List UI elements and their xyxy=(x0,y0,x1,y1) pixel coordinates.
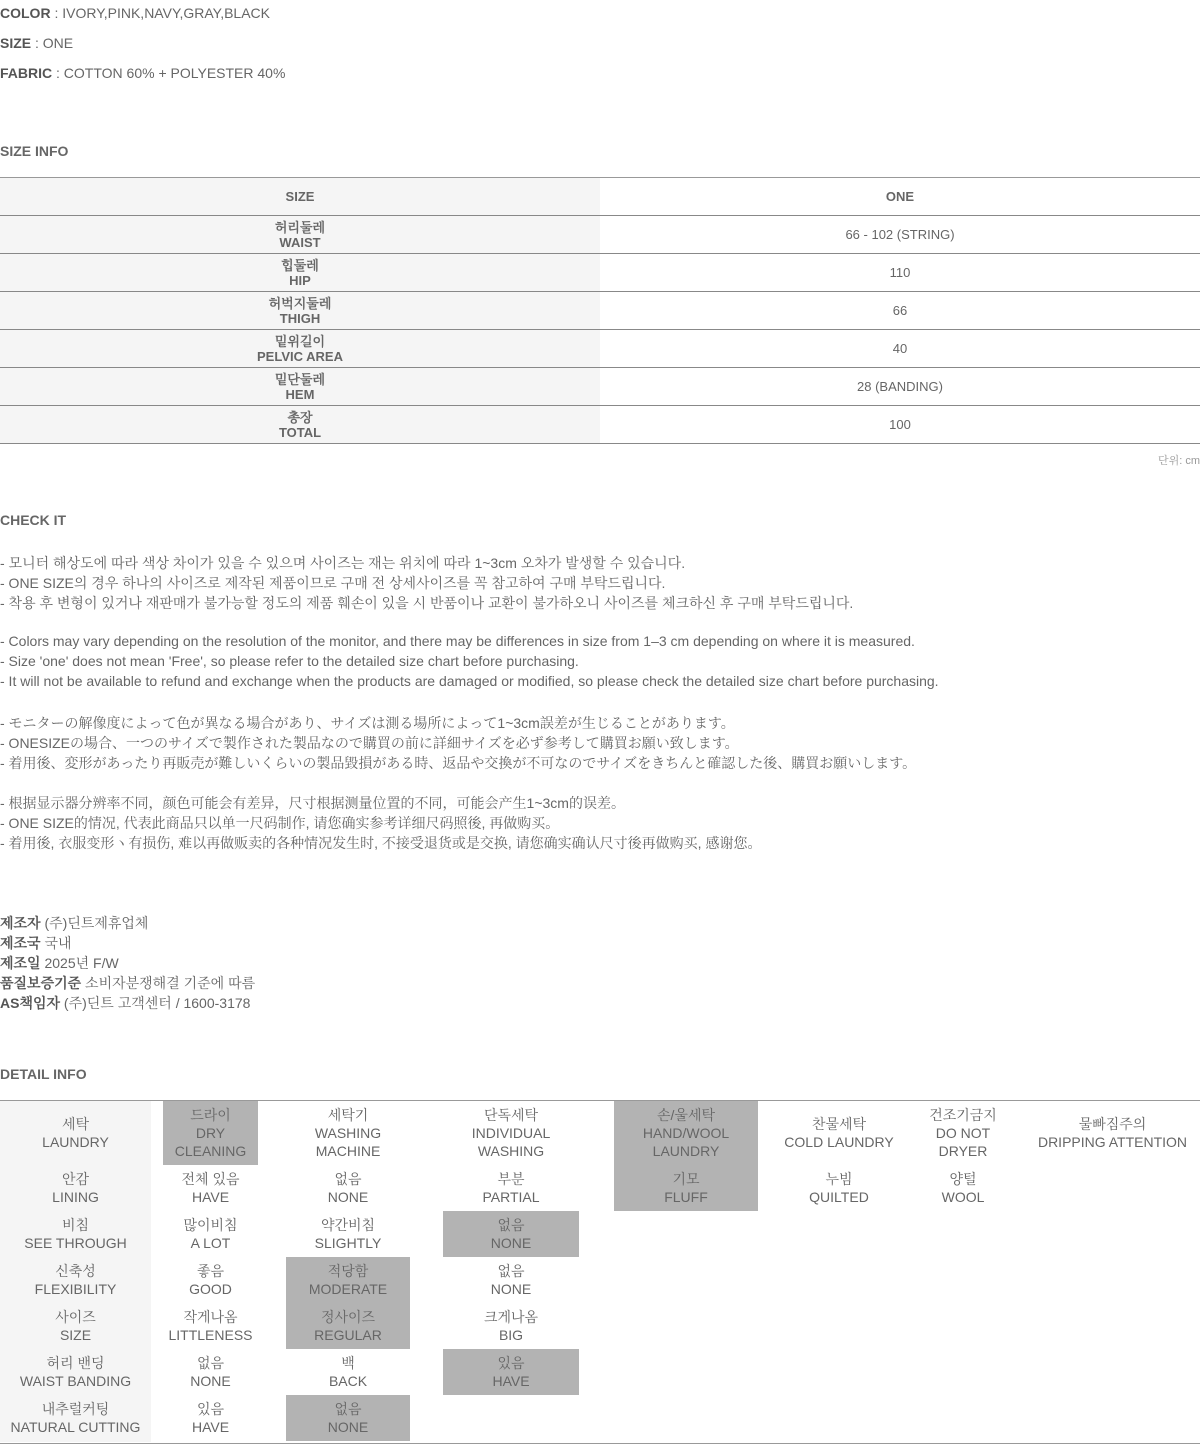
detail-option-text: 없음 xyxy=(334,1401,362,1417)
maker-line xyxy=(0,993,250,1013)
size-row xyxy=(0,254,1200,292)
size-value: 40 xyxy=(600,330,1200,368)
check-note: - Size 'one' does not mean 'Free', so please refer to the detailed size chart before purchasing. xyxy=(0,653,579,669)
detail-label-text: LINING xyxy=(52,1189,99,1205)
detail-option-text: 약간비침 xyxy=(320,1217,376,1233)
detail-option-text: 정사이즈 xyxy=(320,1309,376,1325)
detail-option xyxy=(910,1165,1016,1211)
size-row xyxy=(0,292,1200,330)
size-label xyxy=(0,292,600,330)
spec-key: FABRIC xyxy=(0,65,53,81)
detail-option-text: SLIGHTLY xyxy=(314,1235,382,1251)
detail-option-text: 없음 xyxy=(497,1263,525,1279)
detail-option-text: NONE xyxy=(327,1189,369,1205)
spec-line xyxy=(0,35,73,51)
detail-row-label xyxy=(0,1349,151,1395)
detail-label-text: LAUNDRY xyxy=(42,1134,109,1150)
spec-line xyxy=(0,5,270,21)
detail-option-text: 양털 xyxy=(949,1171,977,1187)
check-note: - 모니터 해상도에 따라 색상 차이가 있을 수 있으며 사이즈는 재는 위치에 따라 1~3cm 오차가 발생할 수 있습니다. xyxy=(0,555,686,571)
detail-option-text: 작게나옴 xyxy=(183,1309,238,1325)
unit-note: 단위: cm xyxy=(1157,455,1200,467)
detail-row-label xyxy=(0,1303,151,1349)
detail-option-text: MODERATE xyxy=(308,1281,388,1297)
size-value: 100 xyxy=(600,406,1200,444)
size-label-ko: 밑단둘레 xyxy=(274,371,326,387)
detail-option-text: CLEANING xyxy=(174,1143,247,1159)
detail-option-selected xyxy=(286,1257,410,1303)
detail-option-text: LAUNDRY xyxy=(652,1143,720,1159)
detail-label-text: WAIST BANDING xyxy=(19,1373,132,1389)
maker-line xyxy=(0,913,148,933)
size-label xyxy=(0,406,600,444)
size-header-row xyxy=(0,178,1200,216)
detail-option-selected xyxy=(163,1101,258,1165)
detail-label-text: FLEXIBILITY xyxy=(34,1281,117,1297)
check-note: - 着用後、変形があったり再販売が難しいくらいの製品毀損がある時、返品や交換が不可なのでサイズをきちんと確認した後、購買お願いします。 xyxy=(0,755,917,771)
maker-value: 국내 xyxy=(40,935,72,951)
size-info-title: SIZE INFO xyxy=(0,143,69,159)
detail-option-text: 물빠짐주의 xyxy=(1078,1116,1147,1132)
detail-option-selected xyxy=(614,1165,758,1211)
detail-option-text: WASHING MACHINE xyxy=(314,1125,382,1159)
detail-option-text: 있음 xyxy=(497,1355,525,1371)
size-label xyxy=(0,254,600,292)
detail-option xyxy=(163,1165,258,1211)
size-label-ko: 허벅지둘레 xyxy=(268,295,332,311)
maker-key: AS책임자 xyxy=(0,995,61,1011)
detail-option-text: 전체 있음 xyxy=(181,1171,240,1187)
check-note: - ONESIZEの場合、一つのサイズで製作された製品なので購買の前に詳細サイズを必ず参考して購買お願い致します。 xyxy=(0,735,739,751)
detail-info-title: DETAIL INFO xyxy=(0,1066,87,1082)
detail-option-text: DRIPPING ATTENTION xyxy=(1037,1134,1188,1150)
detail-row-label xyxy=(0,1395,151,1441)
check-note: - It will not be available to refund and exchange when the products are damaged or modified, so please check the detailed size chart before purchasing. xyxy=(0,673,939,689)
size-label-ko: 힙둘레 xyxy=(281,257,319,273)
size-label xyxy=(0,368,600,406)
detail-option-text: COLD LAUNDRY xyxy=(784,1134,894,1150)
check-note: - モニターの解像度によって色が異なる場合があり、サイズは測る場所によって1~3cm誤差が生じることがあります。 xyxy=(0,715,735,731)
maker-line xyxy=(0,973,255,993)
detail-label-text: SIZE xyxy=(59,1327,92,1343)
maker-key: 품질보증기준 xyxy=(0,975,82,991)
size-label xyxy=(0,330,600,368)
spec-line xyxy=(0,65,285,81)
detail-option xyxy=(163,1257,258,1303)
detail-option xyxy=(772,1165,906,1211)
check-note: - 착용 후 변형이 있거나 재판매가 불가능할 정도의 제품 훼손이 있을 시 반품이나 교환이 불가하오니 사이즈를 체크하신 후 구매 부탁드립니다. xyxy=(0,595,854,611)
detail-option xyxy=(286,1349,410,1395)
size-label-ko: 허리둘레 xyxy=(274,219,326,235)
detail-option xyxy=(286,1165,410,1211)
detail-option xyxy=(1030,1101,1195,1165)
detail-option-text: PARTIAL xyxy=(482,1189,540,1205)
detail-option xyxy=(163,1211,258,1257)
detail-option-selected xyxy=(443,1211,579,1257)
spec-value: : ONE xyxy=(31,35,74,51)
size-label-en: PELVIC AREA xyxy=(257,348,343,364)
detail-option xyxy=(910,1101,1016,1165)
detail-option-text: 백 xyxy=(341,1355,355,1371)
detail-row-label xyxy=(0,1211,151,1257)
maker-value: (주)딘트제휴업체 xyxy=(40,915,149,931)
detail-option-text: DRY xyxy=(195,1125,226,1141)
detail-option-text: 찬물세탁 xyxy=(811,1116,867,1132)
size-row xyxy=(0,406,1200,444)
detail-option-selected xyxy=(286,1303,410,1349)
detail-option xyxy=(443,1101,579,1165)
detail-option-text: 건조기금지 xyxy=(929,1107,997,1123)
detail-label-text: 허리 밴딩 xyxy=(46,1355,105,1371)
maker-key: 제조일 xyxy=(0,955,41,971)
detail-option-text: 누빔 xyxy=(825,1171,853,1187)
maker-line xyxy=(0,933,72,953)
size-label-en: HEM xyxy=(285,386,315,402)
size-label-en: TOTAL xyxy=(278,424,322,440)
detail-option xyxy=(443,1257,579,1303)
size-value: 28 (BANDING) xyxy=(600,368,1200,406)
size-row xyxy=(0,216,1200,254)
size-label-en: WAIST xyxy=(279,234,321,250)
detail-option xyxy=(443,1165,579,1211)
detail-info-grid xyxy=(0,1100,1200,1444)
detail-option xyxy=(772,1101,906,1165)
detail-row-label xyxy=(0,1101,151,1165)
check-note: - 根据显示器分辨率不同，颜色可能会有差异，尺寸根据测量位置的不同，可能会产生1~3cm的误差。 xyxy=(0,795,625,811)
detail-option-text: 드라이 xyxy=(190,1107,231,1123)
detail-label-text: 사이즈 xyxy=(55,1309,96,1325)
detail-label-text: SEE THROUGH xyxy=(24,1235,127,1251)
detail-option-text: 많이비침 xyxy=(183,1217,238,1233)
detail-label-text: 내추럴커팅 xyxy=(41,1401,110,1417)
detail-row-label xyxy=(0,1257,151,1303)
size-header-label: SIZE xyxy=(0,178,600,216)
size-table xyxy=(0,177,1200,444)
detail-option xyxy=(163,1349,258,1395)
size-row xyxy=(0,368,1200,406)
detail-option-text: NONE xyxy=(490,1281,532,1297)
detail-option-text: 없음 xyxy=(196,1355,225,1371)
maker-value: 2025년 F/W xyxy=(40,955,119,971)
check-it-title: CHECK IT xyxy=(0,512,67,528)
check-note: - ONE SIZE의 경우 하나의 사이즈로 제작된 제품이므로 구매 전 상세사이즈를 꼭 참고하여 구매 부탁드립니다. xyxy=(0,575,666,591)
detail-option-text: QUILTED xyxy=(809,1189,869,1205)
size-label xyxy=(0,216,600,254)
detail-option-text: 적당함 xyxy=(327,1263,369,1279)
size-label-ko: 밑위길이 xyxy=(274,333,326,349)
spec-key: COLOR xyxy=(0,5,51,21)
detail-row-label xyxy=(0,1165,151,1211)
detail-option-text: BACK xyxy=(328,1373,368,1389)
detail-option-selected xyxy=(614,1101,758,1165)
detail-option-text: 기모 xyxy=(672,1171,700,1187)
detail-option-text: HAVE xyxy=(191,1189,230,1205)
detail-label-text: 세탁 xyxy=(61,1116,90,1132)
spec-value: : IVORY,PINK,NAVY,GRAY,BLACK xyxy=(50,5,270,21)
detail-option-text: LITTLENESS xyxy=(168,1327,253,1343)
detail-option-text: 부분 xyxy=(497,1171,525,1187)
detail-label-text: 비침 xyxy=(61,1217,90,1233)
detail-option-text: 좋음 xyxy=(196,1263,225,1279)
detail-option xyxy=(443,1303,579,1349)
detail-option-text: GOOD xyxy=(189,1281,232,1297)
size-label-en: THIGH xyxy=(279,310,321,326)
check-note: - ONE SIZE的情况, 代表此商品只以单一尺码制作, 请您确实参考详细尺码照後, 再做购买。 xyxy=(0,815,560,831)
detail-option xyxy=(163,1303,258,1349)
detail-option-text: WOOL xyxy=(941,1189,985,1205)
detail-label-text: 신축성 xyxy=(55,1263,96,1279)
detail-option-text: 크게나옴 xyxy=(483,1309,539,1325)
detail-option-text: DO NOT DRYER xyxy=(935,1125,991,1159)
detail-option xyxy=(286,1101,410,1165)
detail-option-text: REGULAR xyxy=(314,1327,382,1343)
detail-option-text: 없음 xyxy=(334,1171,362,1187)
detail-option xyxy=(163,1395,258,1441)
detail-label-text: NATURAL CUTTING xyxy=(10,1419,141,1435)
detail-label-text: 안감 xyxy=(61,1171,90,1187)
detail-option-text: HAVE xyxy=(492,1373,530,1389)
spec-value: : COTTON 60% + POLYESTER 40% xyxy=(52,65,286,81)
maker-value: (주)딘트 고객센터 / 1600-3178 xyxy=(60,995,251,1011)
detail-option-text: 있음 xyxy=(196,1401,225,1417)
detail-option-text: FLUFF xyxy=(664,1189,708,1205)
detail-option-text: BIG xyxy=(498,1327,524,1343)
detail-option-selected xyxy=(443,1349,579,1395)
size-value: 66 xyxy=(600,292,1200,330)
detail-option-text: 단독세탁 xyxy=(483,1107,539,1123)
maker-value: 소비자분쟁해결 기준에 따름 xyxy=(81,975,256,991)
detail-option-text: NONE xyxy=(490,1235,532,1251)
size-value: 110 xyxy=(600,254,1200,292)
size-label-en: HIP xyxy=(289,272,311,288)
detail-option-text: A LOT xyxy=(190,1235,231,1251)
check-note: - Colors may vary depending on the resolution of the monitor, and there may be differences in size from 1–3 cm depending on where it is measured. xyxy=(0,633,915,649)
detail-option-text: HAVE xyxy=(191,1419,230,1435)
detail-option-text: 세탁기 xyxy=(327,1107,369,1123)
size-header-value: ONE xyxy=(600,178,1200,216)
detail-option-text: NONE xyxy=(190,1373,231,1389)
detail-option-text: 손/울세탁 xyxy=(657,1107,715,1123)
size-value: 66 - 102 (STRING) xyxy=(600,216,1200,254)
maker-line xyxy=(0,953,119,973)
detail-option-text: NONE xyxy=(327,1419,369,1435)
maker-key: 제조국 xyxy=(0,935,41,951)
detail-option xyxy=(286,1211,410,1257)
detail-option-selected xyxy=(286,1395,410,1441)
size-row xyxy=(0,330,1200,368)
detail-option-text: HAND/WOOL xyxy=(642,1125,730,1141)
size-label-ko: 총장 xyxy=(287,409,313,425)
check-note: - 着用後, 衣服变形ヽ有损伤, 难以再做贩卖的各种情况发生时, 不接受退货或是交换, 请您确实确认尺寸後再做购买, 感谢您。 xyxy=(0,835,762,851)
spec-key: SIZE xyxy=(0,35,32,51)
detail-option-text: 없음 xyxy=(497,1217,525,1233)
detail-option-text: INDIVIDUAL WASHING xyxy=(471,1125,551,1159)
maker-key: 제조자 xyxy=(0,915,41,931)
